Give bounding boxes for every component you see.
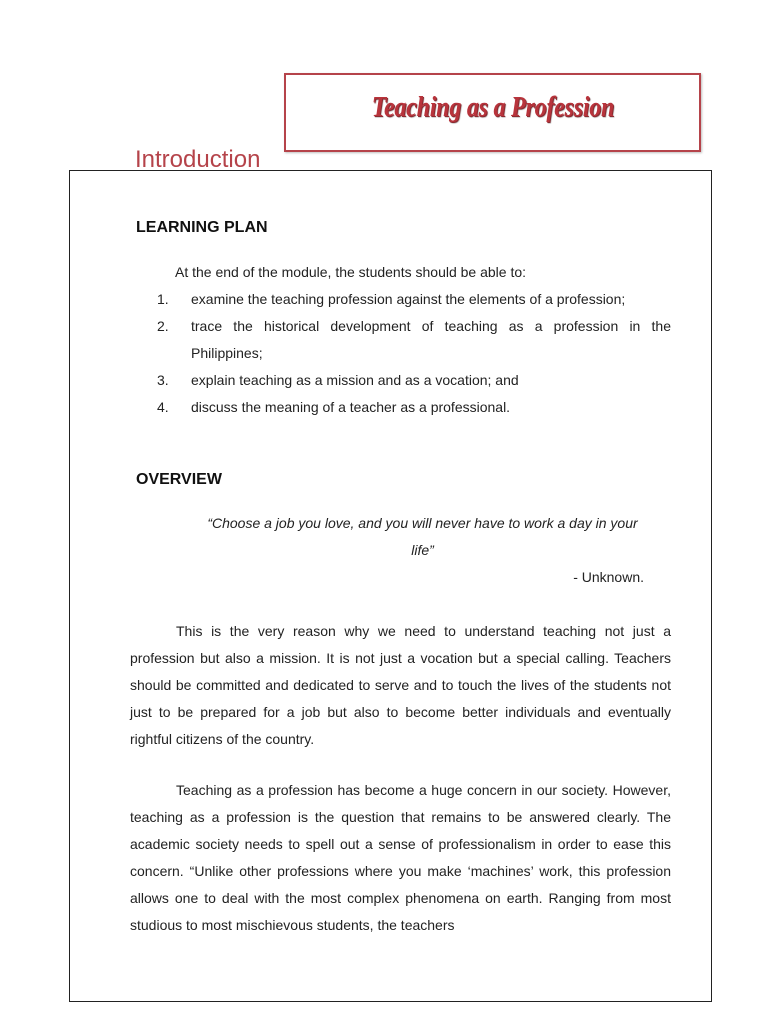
list-item-number: 2. bbox=[157, 318, 169, 334]
overview-paragraph-1: This is the very reason why we need to understand teaching not just a profession but also a mission. It is not just a vocation but a special calling. Teachers should be committed and dedicated to serve and to touch the lives of the students not just to be prepared for a job but also to become better individuals and eventually rightful citizens of the country. bbox=[130, 623, 671, 747]
overview-heading: OVERVIEW bbox=[136, 471, 222, 488]
learning-plan-heading: LEARNING PLAN bbox=[136, 219, 268, 236]
list-item-number: 4. bbox=[157, 399, 169, 415]
learning-plan-intro: At the end of the module, the students should be able to: bbox=[175, 264, 527, 280]
quote: “Choose a job you love, and you will never have to work a day in your life” bbox=[207, 515, 638, 558]
document-title: Teaching as a Profession bbox=[371, 91, 614, 123]
list-item-text: trace the historical development of teaching as a profession in the Philippines; bbox=[191, 318, 671, 361]
page-frame bbox=[69, 170, 712, 1002]
quote-attribution: - Unknown. bbox=[573, 569, 644, 585]
list-item-text: examine the teaching profession against the elements of a profession; bbox=[191, 291, 626, 307]
overview-paragraph-2: Teaching as a profession has become a huge concern in our society. However, teaching as a profession is the question that remains to be answered clearly. The academic society needs to spell out a sense of professionalism in order to ease this concern. “Unlike other professions where you make ‘machines’ work, this profession allows one to deal with the most complex phenomena on earth. Ranging from most studious to most mischievous students, the teachers bbox=[130, 782, 671, 933]
title-box bbox=[284, 73, 701, 152]
list-item-text: discuss the meaning of a teacher as a professional. bbox=[191, 399, 511, 415]
section-label: Introduction bbox=[135, 146, 261, 173]
list-item-text: explain teaching as a mission and as a vocation; and bbox=[191, 372, 519, 388]
list-item-number: 1. bbox=[157, 291, 169, 307]
list-item-number: 3. bbox=[157, 372, 169, 388]
